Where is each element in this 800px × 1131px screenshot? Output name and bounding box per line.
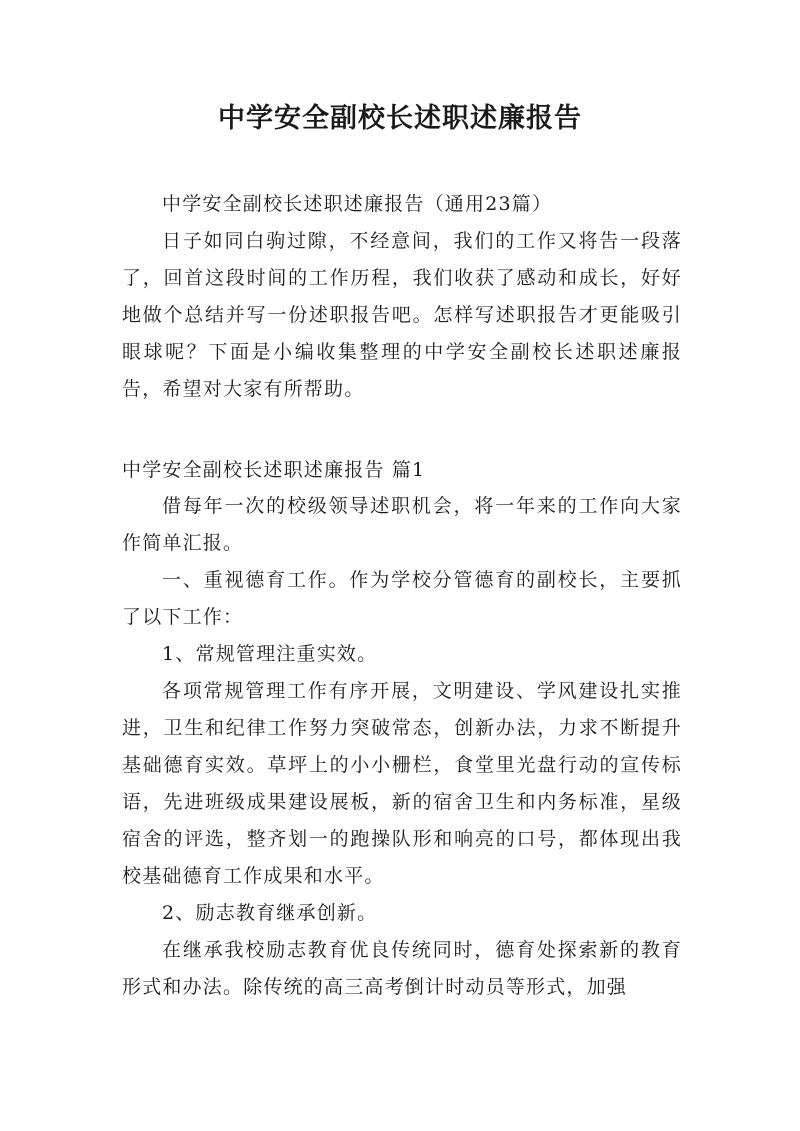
intro-paragraph: 日子如同白驹过隙，不经意间，我们的工作又将告一段落了，回首这段时间的工作历程，我们收获了感动和成长，好好地做个总结并写一份述职报告吧。怎样写述职报告才更能吸引眼球呢？下面是小编收集整理的中学安全副校长述职述廉报告，希望对大家有所帮助。 bbox=[122, 230, 682, 400]
body-paragraph: 借每年一次的校级领导述职机会，将一年来的工作向大家作简单汇报。 bbox=[122, 495, 682, 554]
body-paragraph: 一、重视德育工作。作为学校分管德育的副校长，主要抓了以下工作： bbox=[122, 569, 682, 628]
section-heading: 中学安全副校长述职述廉报告 篇1 bbox=[122, 459, 426, 481]
body-paragraph: 1、常规管理注重实效。 bbox=[162, 643, 378, 665]
body-paragraph: 2、励志教育继承创新。 bbox=[162, 902, 378, 924]
body-paragraph: 各项常规管理工作有序开展，文明建设、学风建设扎实推进，卫生和纪律工作努力突破常态，创新办法，力求不断提升基础德育实效。草坪上的小小栅栏，食堂里光盘行动的宣传标语，先进班级成果建设展板，新的宿舍卫生和内务标准，星级宿舍的评选，整齐划一的跑操队形和响亮的口号，都体现出我校基础德育工作成果和水平。 bbox=[122, 680, 682, 887]
body-paragraph: 在继承我校励志教育优良传统同时，德育处探索新的教育形式和办法。除传统的高三高考倒计时动员等形式，加强 bbox=[122, 939, 682, 998]
document-title: 中学安全副校长述职述廉报告 bbox=[218, 103, 582, 134]
document-subtitle: 中学安全副校长述职述廉报告（通用23篇） bbox=[162, 193, 553, 215]
